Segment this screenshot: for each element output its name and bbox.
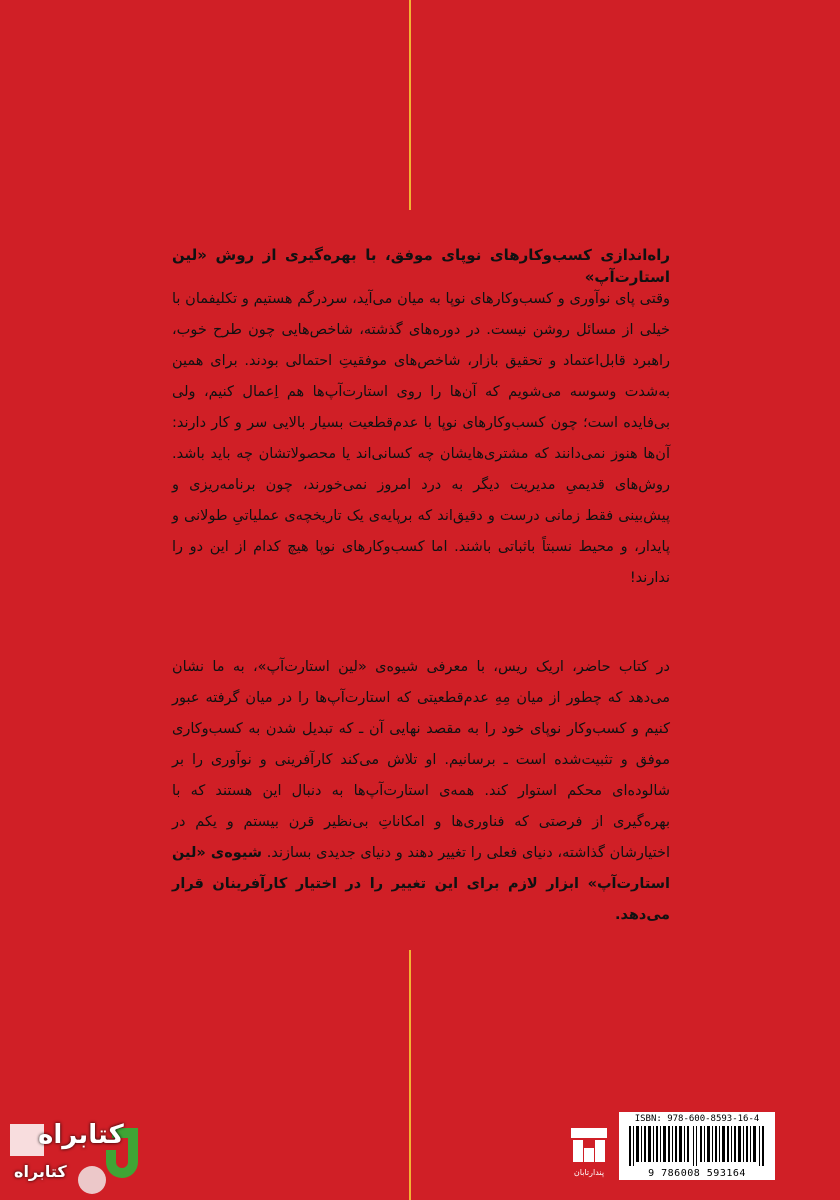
paragraph-2-bold-text: شیوه‌ی «لین استارت‌آپ» ابزار لازم برای این تغییر را در اختیار کارآفرینان قرار می‌دهد. — [172, 845, 670, 923]
isbn-barcode — [619, 1112, 775, 1180]
watermark-text-large: کتابراه — [38, 1120, 124, 1150]
barcode-bars — [627, 1126, 767, 1166]
description-paragraph-2 — [172, 652, 670, 931]
paragraph-2-text: در کتاب حاضر، اریک ریس، با معرفی شیوه‌ی «لین استارت‌آپ»، به ما نشان می‌دهد که چطور از میان مِهِ عدم‌قطعیتی که استارت‌آپ‌ها را در میان گرفته عبور کنیم و کسب‌وکار نوپای خود را به مقصد نهایی آن ـ که تبدیل شدن به کسب‌وکاری موفق و تثبیت‌شده است ـ برسانیم. او تلاش می‌کند کارآفرینی و نوآوری را بر شالوده‌ای محکم استوار کند. همه‌ی استارت‌آپ‌ها به دنبال این هستند که با بهره‌گیری از فرصتی که فناوری‌ها و امکاناتِ بی‌نظیر قرن بیستم و یکم در اختیارشان گذاشته، دنیای فعلی را تغییر دهند و دنیای جدیدی بسازند. — [172, 659, 671, 861]
publisher-name: پندارتابان — [573, 1168, 605, 1177]
isbn-number: 9 786008 593164 — [648, 1168, 746, 1179]
back-cover-headline: راه‌اندازی کسب‌وکارهای نوپای موفق، با بهره‌گیری از روش «لین استارت‌آپ» — [172, 246, 670, 286]
isbn-label: ISBN: 978-600-8593-16-4 — [634, 1114, 760, 1124]
description-paragraph-1: وقتی پای نوآوری و کسب‌وکارهای نوپا به میان می‌آید، سردرگم هستیم و تکلیفمان با خیلی از مسائل روشن نیست. در دوره‌های گذشته، شاخص‌هایی چون طرح خوب، راهبرد قابل‌اعتماد و تحقیق بازار، شاخص‌های موفقیتِ احتمالی بودند. برای همین به‌شدت وسوسه می‌شویم که آن‌ها را روی استارت‌آپ‌ها هم اِعمال کنیم، ولی بی‌فایده است؛ چون کسب‌وکارهای نوپا با عدم‌قطعیت بسیار بالایی سر و کار دارند: آن‌ها هنوز نمی‌دانند که مشتری‌هایشان چه کسانی‌اند یا محصولاتشان چه باید باشد. روش‌های قدیمیِ مدیریت دیگر به درد امروز نمی‌خورند، چون برنامه‌ریزی و پیش‌بینی فقط زمانی درست و دقیق‌اند که بر‌پایه‌ی یک تاریخچه‌ی عملیاتیِ طولانی و پایدار، و محیط نسبتاً باثباتی باشند. اما کسب‌وکارهای نوپا هیچ کدام از این دو را ندارند! — [172, 291, 670, 586]
watermark-text-small: کتابراه — [14, 1162, 67, 1181]
top-divider-line — [409, 0, 411, 210]
bottom-divider-line — [409, 950, 411, 1200]
